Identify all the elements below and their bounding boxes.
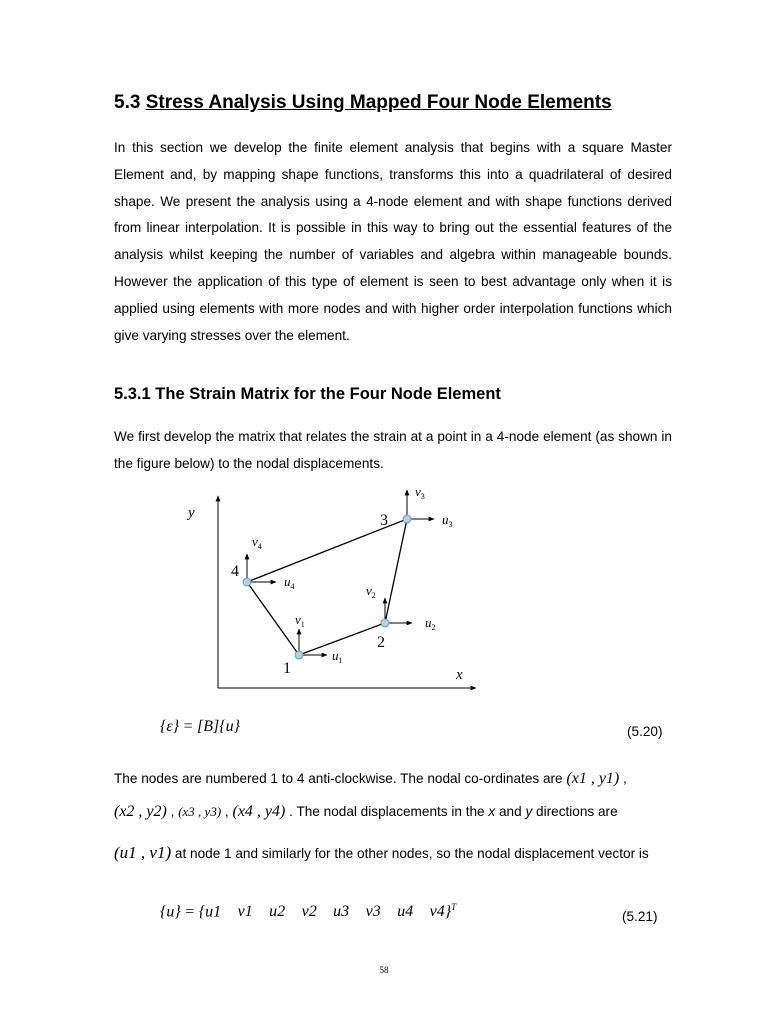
equation-5-20-equals: =	[183, 718, 193, 735]
coord-1: (x1 , y1)	[566, 770, 620, 787]
equation-5-21-lhs: {u}	[160, 903, 181, 921]
vector-entry: v2	[301, 903, 317, 921]
strain-paragraph: We first develop the matrix that relates the strain at a point in a 4-node element (as shown in the figure below) to the nodal displacements.	[114, 429, 672, 471]
equation-5-20	[160, 718, 240, 736]
node-3-label: 3	[380, 512, 388, 529]
vector-entry: v1	[237, 903, 253, 921]
y-word: y	[525, 804, 533, 819]
vector-open-brace: {	[198, 903, 206, 921]
coord-2: (x2 , y2)	[114, 803, 167, 820]
node-3-u-label: $u_3$	[442, 512, 453, 529]
node-1-v-label: $v_1$	[295, 612, 305, 629]
intro-paragraph: In this section we develop the finite element analysis that begins with a square Master Element and, by mapping shape functions, transforms this into a quadrilateral of desired shape. We present the analysis using a 4-node element and with shape functions derived from linear interpolation. It is possible in this way to bring out the essential features of the analysis whilst keeping the number of variables and algebra within manageable bounds. However the application of this type of element is seen to best advantage only when it is applied using elements with more nodes and with higher order interpolation functions which give varying stresses over the element.	[114, 140, 672, 343]
nodes-text-part1: The nodes are numbered 1 to 4 anti-clockwise. The nodal co-ordinates are	[114, 771, 563, 786]
nodes-text-line-3	[114, 843, 649, 863]
nodes-text-part2a: . The nodal displacements in the	[289, 804, 485, 819]
node-4-u-label: $u_4$	[284, 574, 295, 591]
vector-entry: v3	[365, 903, 381, 921]
nodes-text-line-1: The nodes are numbered 1 to 4 anti-clockwise. The nodal co-ordinates are (x1 , y1) ,	[114, 770, 627, 787]
vector-entry: u1	[205, 903, 222, 921]
vector-entry: u2	[269, 903, 286, 921]
equation-5-20-rhs: [B]{u}	[197, 718, 241, 735]
section-heading	[114, 92, 612, 114]
equation-5-21-equals: =	[185, 903, 195, 921]
coord-4: (x4 , y4)	[232, 803, 286, 820]
node-4-label: 4	[231, 563, 239, 580]
subsection-title: 5.3.1 The Strain Matrix for the Four Node Element	[114, 385, 501, 403]
x-word: x	[488, 804, 496, 819]
node-2-label: 2	[377, 634, 385, 651]
node-1-u-label: $u_1$	[332, 648, 343, 665]
y-axis-label: y	[188, 505, 195, 521]
nodes-text-part2b: directions are	[536, 804, 618, 819]
nodes-text-line-2: (x2 , y2) , (x3 , y3) , (x4 , y4) . The nodal displacements in the x and y directions are	[114, 803, 618, 820]
node-4-marker	[243, 578, 251, 586]
equation-5-21	[160, 902, 456, 921]
node-3-v-label: $v_3$	[415, 484, 425, 501]
nodes-text-part3: at node 1 and similarly for the other nodes, so the nodal displacement vector is	[174, 846, 649, 861]
four-node-element-figure	[180, 478, 520, 710]
node-4-v-label: $v_4$	[252, 534, 262, 551]
node-2-v-label: $v_2$	[366, 583, 376, 600]
node-3-marker	[403, 515, 411, 523]
vector-entry: v4	[429, 903, 445, 921]
x-axis-label: x	[456, 667, 463, 683]
node-1-marker	[295, 651, 303, 659]
vector-close-brace: }	[444, 903, 452, 921]
disp-1: (u1 , v1)	[114, 843, 172, 862]
node-1-label: 1	[283, 660, 291, 677]
vector-entry: u3	[333, 903, 350, 921]
equation-5-21-number: (5.21)	[622, 909, 658, 924]
transpose-marker: T	[451, 902, 457, 912]
page-number: 58	[379, 965, 389, 975]
vector-entry: u4	[397, 903, 414, 921]
coord-3: (x3 , y3)	[178, 804, 222, 819]
and-word: and	[498, 804, 522, 819]
node-2-u-label: $u_2$	[425, 615, 436, 632]
equation-5-20-lhs: {ε}	[160, 718, 180, 735]
section-title: Stress Analysis Using Mapped Four Node Elements	[145, 92, 612, 113]
node-2-marker	[381, 619, 389, 627]
equation-5-20-number: (5.20)	[627, 724, 663, 739]
section-number: 5.3	[114, 92, 141, 113]
